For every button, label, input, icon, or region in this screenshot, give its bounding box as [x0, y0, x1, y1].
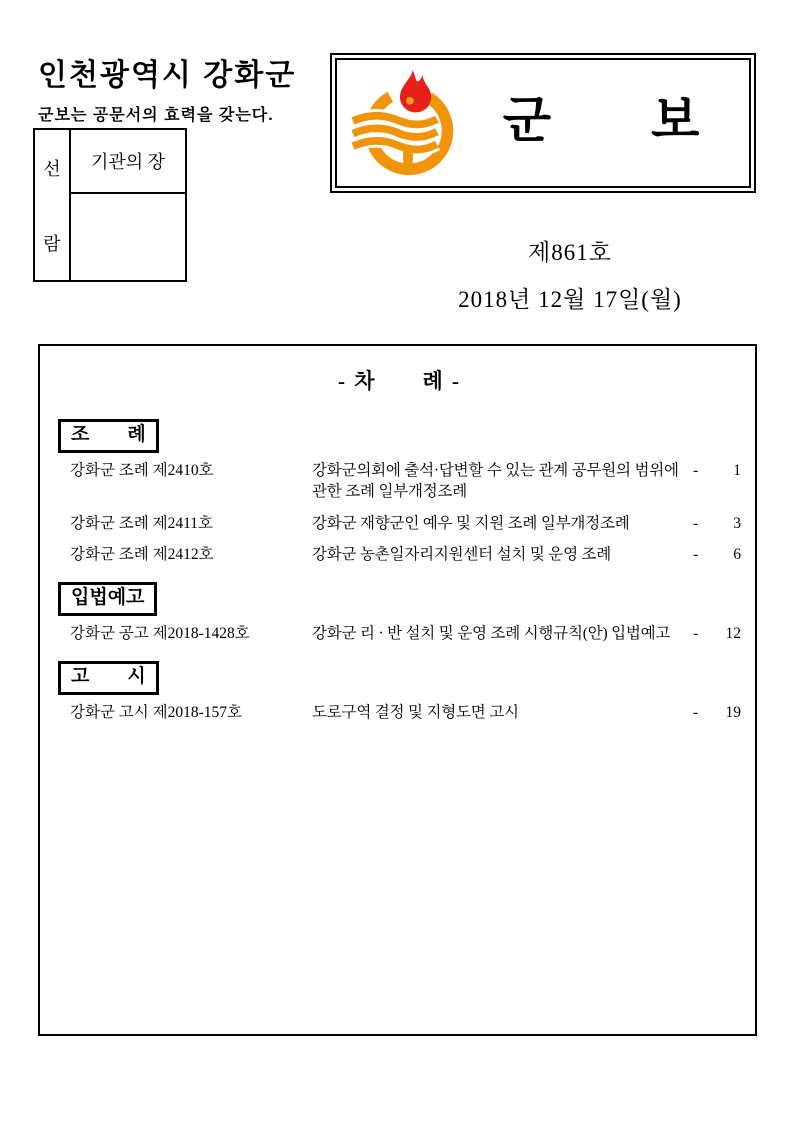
- section-label-legislative-notice: 입법예고: [58, 582, 157, 616]
- entry-page: [693, 544, 741, 565]
- section-entries-ordinance: [70, 460, 741, 566]
- section-entries-legislative-notice: [70, 623, 741, 644]
- entry-dash: -: [693, 625, 699, 642]
- entry-title: 강화군 재향군인 예우 및 지원 조례 일부개정조례: [312, 514, 630, 532]
- toc-entry: [70, 513, 741, 534]
- entry-dash: -: [693, 514, 699, 532]
- approval-side-column: [35, 130, 71, 280]
- toc-entry: [70, 702, 741, 723]
- entry-dash: -: [693, 704, 699, 722]
- org-title: 인천광역시 강화군: [38, 59, 297, 92]
- entry-page: [693, 460, 741, 481]
- issue-date: 2018년 12월 17일(월): [458, 287, 682, 312]
- toc-entry: [70, 544, 741, 565]
- entry-title: 강화군의회에 출석·답변할 수 있는 관계 공무원의 범위에 관한 조례 일부개정조례: [312, 461, 679, 501]
- toc-box: [38, 344, 757, 1036]
- approval-blank-cell: [71, 194, 185, 280]
- entry-page: [693, 513, 741, 534]
- entry-ref: 강화군 조례 제2411호: [70, 514, 213, 532]
- flame-inner-glow: [406, 97, 414, 105]
- issue-block: [370, 234, 770, 314]
- masthead-title: 군 보: [502, 92, 700, 148]
- entry-ref: 강화군 공고 제2018-1428호: [70, 625, 250, 642]
- approval-head-cell: 기관의 장: [71, 130, 185, 194]
- entry-ref: 강화군 조례 제2412호: [70, 545, 214, 563]
- masthead-box: [330, 53, 756, 193]
- section-entries-notification: [70, 702, 741, 723]
- entry-page-number: 19: [725, 704, 741, 722]
- section-label-ordinance: 조 례: [58, 419, 159, 453]
- approval-table: [33, 128, 187, 282]
- toc-title: - 차 례 -: [337, 369, 462, 393]
- toc-entry: [70, 623, 741, 644]
- toc-entry: [70, 460, 741, 503]
- approval-side-char-top: 선: [43, 158, 61, 179]
- county-emblem-logo: [349, 69, 465, 177]
- entry-page-number: 3: [733, 514, 741, 532]
- emblem-stem: [403, 148, 413, 167]
- entry-page-number: 1: [733, 461, 741, 479]
- flame-icon: [400, 70, 431, 112]
- masthead-inner-box: [335, 58, 751, 188]
- entry-page: [693, 702, 741, 723]
- approval-side-char-bottom: 람: [43, 233, 61, 254]
- entry-ref: 강화군 조례 제2410호: [70, 461, 214, 479]
- entry-page-number: 6: [733, 545, 741, 563]
- entry-page-number: 12: [725, 625, 741, 642]
- section-label-notification: 고 시: [58, 661, 159, 695]
- entry-page: [693, 623, 741, 644]
- issue-number: 제861호: [528, 240, 612, 265]
- entry-title: 강화군 리 · 반 설치 및 운영 조례 시행규칙(안) 입법예고: [312, 625, 671, 642]
- entry-dash: -: [693, 545, 699, 563]
- org-block: [38, 50, 296, 125]
- entry-ref: 강화군 고시 제2018-157호: [70, 704, 242, 722]
- entry-title: 강화군 농촌일자리지원센터 설치 및 운영 조례: [312, 545, 612, 563]
- entry-title: 도로구역 결정 및 지형도면 고시: [312, 704, 519, 722]
- entry-dash: -: [693, 461, 699, 479]
- approval-main-column: [71, 130, 185, 280]
- org-motto: 군보는 공문서의 효력을 갖는다.: [38, 107, 274, 124]
